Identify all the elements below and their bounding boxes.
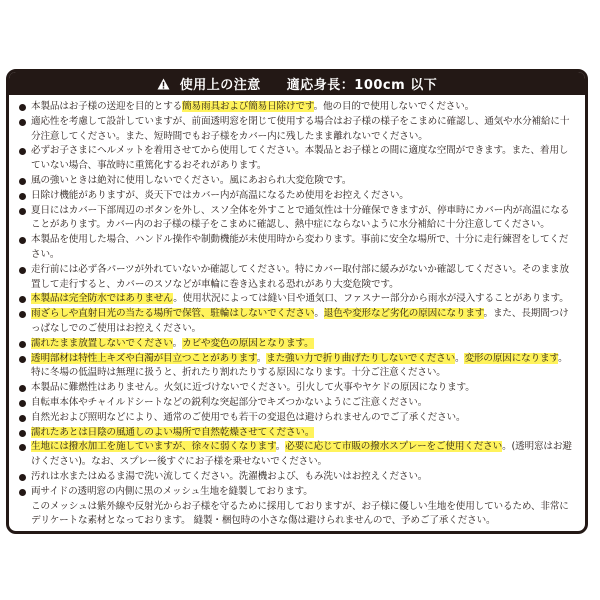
warning-triangle-icon [157,78,170,90]
list-item: 透明部材は特性上キズや白濁が目立つことがあります。また強い力で折り曲げたりしないでください。変形の原因になります。特に冬場の低温時は無理に扱うと、折れたり割れたりする原因になります。十分ご注意ください。 [17,352,575,382]
highlight: 透明部材は特性上キズや白濁が目立つことがあります [31,352,257,364]
mesh-note: このメッシュは紫外線や反射光からお子様を守るために採用しておりますが、お子様に優しい生地を使用しているため、非常にデリケートな素材となっております。 縫製・梱包時の小さな傷は避けられませんので、予めご了承ください。 [31,500,569,527]
list-item: 本製品はお子様の送迎を目的とする簡易雨具および簡易日除けです。他の目的で使用しないでください。 [17,100,575,115]
list-item: 両サイドの透明窓の内側に黒のメッシュ生地を縫製しております。 このメッシュは紫外線や反射光からお子様を守るために採用しておりますが、お子様に優しい生地を使用しているため、非常にデリケートな素材となっております。 縫製・梱包時の小さな傷は避けられませんので、予めご了承ください。 [17,485,575,529]
list-item: 走行前には必ず各パーツが外れていないか確認してください。特にカバー取付部に緩みがないか確認してください。そのまま放置して走行すると、カバーのスソなどが車輪に巻き込まれる恐れがあり大変危険です。 [17,263,575,293]
caution-title: 使用上の注意 [179,78,261,93]
list-item: 風の強いときは絶対に使用しないでください。風にあおられ大変危険です。 [17,174,575,189]
highlight: 必要に応じて市販の撥水スプレーをご使用ください [285,441,503,453]
list-item: 本製品に難燃性はありません。火気に近づけないでください。引火して火事やヤケドの原因になります。 [17,381,575,396]
list-item: 本製品を使用した場合、ハンドル操作や制動機能が未使用時から変わります。事前に安全な場所で、十分に走行練習をしてください。 [17,233,575,263]
highlight: カビや変色の原因となります。 [182,337,314,349]
highlight: 本製品は完全防水ではありません [31,293,174,305]
highlight: 生地には撥水加工を施していますが、徐々に弱くなります [31,441,276,453]
highlight: 雨ざらしや直射日光の当たる場所で保管、駐輪はしないでください [31,308,315,320]
caution-panel [6,69,588,534]
highlight: また強い力で折り曲げたりしないでください [266,352,456,364]
list-item: 日除け機能がありますが、炎天下ではカバー内が高温になるため使用をお控えください。 [17,189,575,204]
list-item: 本製品は完全防水ではありません。使用状況によっては縫い目や通気口、ファスナー部分から雨水が浸入することがあります。 [17,292,575,307]
highlight: 変形の原因になります [464,352,559,364]
list-item: 自然光および照明などにより、通常のご使用でも若干の変退色は避けられませんのでご了承ください。 [17,411,575,426]
list-item: 夏日にはカバー下部周辺のボタンを外し、スソ全体を外すことで通気性は十分確保できますが、停車時にカバー内が高温になることがあります。カバー内のお子様の様子をこまめに確認し、熱中症にならないように水分補給に十分注意してください。 [17,204,575,234]
list-item: 適応性を考慮して設計していますが、前面透明窓を閉じて使用する場合はお子様の様子をこまめに確認し、通気や水分補給に十分注意してください。また、短時間でもお子様をカバー内に残したまま離れないでください。 [17,115,575,145]
list-item: 自転車本体やチャイルドシートなどの鋭利な突起部分でキズつかないようにご注意ください。 [17,396,575,411]
list-item: 雨ざらしや直射日光の当たる場所で保管、駐輪はしないでください。退色や変形など劣化の原因になります。また、長期間つけっぱなしでのご使用はお控えください。 [17,307,575,337]
list-item: 濡れたまま放置しないでください。カビや変色の原因となります。 [17,337,575,352]
highlight: 濡れたあとは日陰の風通しのよい場所で自然乾燥させてください。 [31,426,315,438]
list-item: 生地には撥水加工を施していますが、徐々に弱くなります。必要に応じて市販の撥水スプレーをご使用ください。(透明窓はお避けください)。なお、スプレー後すぐにお子様を乗せないでください。 [17,440,575,470]
list-item: 必ずお子さまにヘルメットを着用させてから使用してください。本製品とお子様との間に適度な空間ができます。また、着用していない場合、事故時に重篤化するおそれがあります。 [17,144,575,174]
caution-header [9,72,585,95]
suitable-height: 適応身長：100cm 以下 [286,78,438,93]
list-item [17,426,575,441]
list-item: 汚れは水またはぬるま湯で洗い流してください。洗濯機および、もみ洗いはお控えください。 [17,470,575,485]
highlight: 退色や変形など劣化の原因になります [323,308,484,320]
highlight: 濡れたまま放置しないでください [31,337,173,349]
caution-list [9,100,585,529]
highlight: 簡易雨具および簡易日除けです [182,101,314,112]
